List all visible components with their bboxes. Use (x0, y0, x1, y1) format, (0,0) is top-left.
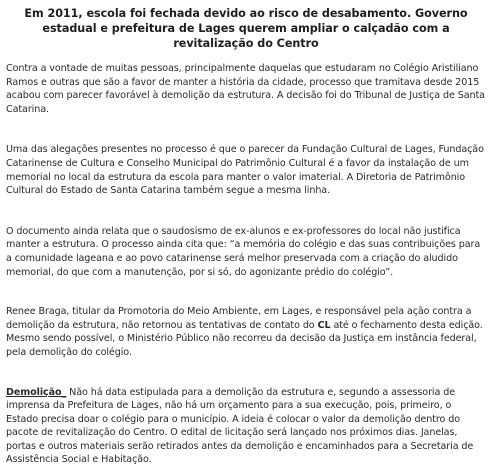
paragraph-1: Contra a vontade de muitas pessoas, principalmente daquelas que estudaram no Colégio Aristiliano Ramos e outras que são a favor de manter a história da cidade, processo que tramitava desde 2015 acabou com parecer favorável à demolição da estrutura. A decisão foi do Tribunal de Justiça de Santa Catarina. (6, 62, 486, 116)
paragraph-spacer (6, 279, 486, 305)
section-label-demolicao: Demolição_ (6, 387, 66, 398)
article-headline: Em 2011, escola foi fechada devido ao risco de desabamento. Governo estadual e prefeitura de Lages querem ampliar o calçadão com a revitalização do Centro (6, 6, 486, 51)
paragraph-4-text-start: Renee Braga, titular da Promotoria do Meio Ambiente, em Lages, e responsável pela ação contra a demolição da estrutura, não retornou as tentativas de contato do (6, 306, 471, 331)
publication-abbreviation: CL (318, 320, 331, 331)
paragraph-2: Uma das alegações presentes no processo é que o parecer da Fundação Cultural de Lages, Fundação Catarinense de Cultura e Conselho Municipal do Patrimônio Cultural é a favor da instalação de um memorial no local da estrutura da escola para manter o valor imaterial. A Diretoria de Patrimônio Cultural do Estado de Santa Catarina também segue a mesma linha. (6, 143, 486, 197)
paragraph-5 (6, 386, 486, 467)
paragraph-3: O documento ainda relata que o saudosismo de ex-alunos e ex-professores do local não justifica manter a estrutura. O processo ainda cita que: “a memória do colégio e das suas contribuições para a comunidade lageana e ao povo catarinense será melhor preservada com a criação do aludido memorial, do que com a manutenção, por si só, do agonizante prédio do colégio”. (6, 225, 486, 279)
paragraph-4-text-end: até o fechamento desta edição. Mesmo sendo possível, o Ministério Público não recorreu da decisão da Justiça em instância federal, pela demolição do colégio. (6, 320, 483, 358)
paragraph-spacer (6, 198, 486, 225)
paragraph-4 (6, 305, 486, 359)
paragraph-spacer (6, 116, 486, 143)
paragraph-5-text: Não há data estipulada para a demolição da estrutura e, segundo a assessoria de imprensa da Prefeitura de Lages, não há um orçamento para a sua execução, pois, primeiro, o Estado precisa doar o colégio para o município. A ideia é colocar o valor da demolição dentro do pacote de revitalização do Centro. O edital de licitação será lançado nos próximos dias. Janelas, portas e outros materiais serão retirados antes da demolição e encaminhados para a Secretaria de Assistência Social e Habitação. (6, 387, 473, 466)
paragraph-spacer (6, 360, 486, 386)
